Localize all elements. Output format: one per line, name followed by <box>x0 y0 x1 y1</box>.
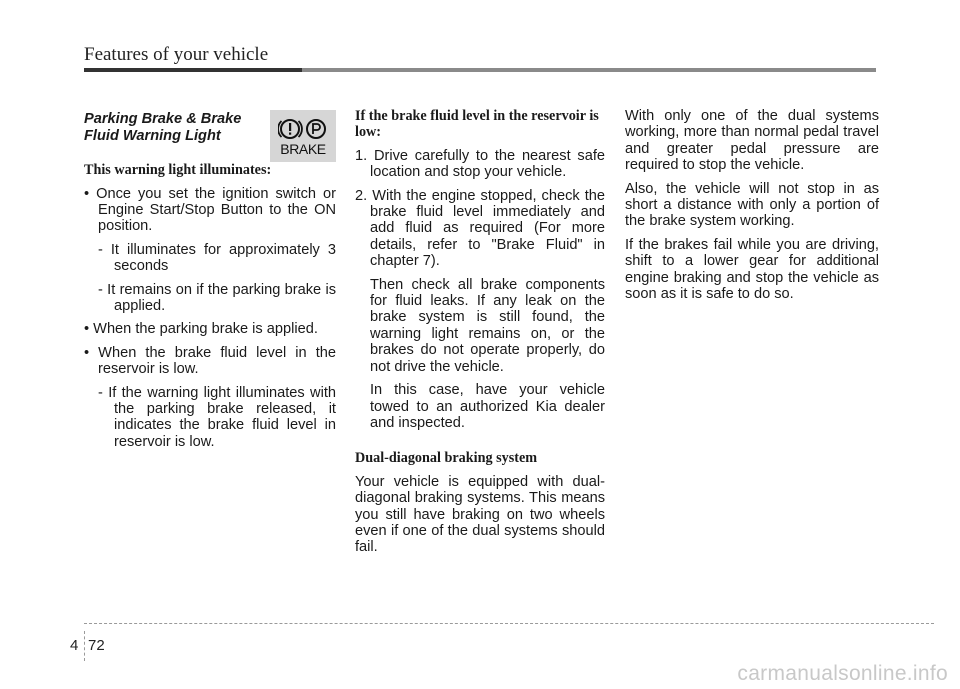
step-2: 2. With the engine stopped, check the brake fluid level immediately and add fluid as required (For more details, refer to "Brake Fluid" in chapter 7). <box>355 187 605 270</box>
header-rule <box>84 68 876 72</box>
section-title: Parking Brake & Brake Fluid Warning Light <box>84 111 242 144</box>
bullet-ignition: • Once you set the ignition switch or Engine Start/Stop Button to the ON position. <box>84 185 336 235</box>
footer-divider <box>84 631 85 661</box>
short-distance-paragraph: Also, the vehicle will not stop in as short a distance with only a portion of the brake system working. <box>625 180 879 230</box>
column-2 <box>355 108 605 563</box>
dual-diagonal-heading: Dual-diagonal braking system <box>355 450 538 467</box>
dash-parking-brake-applied: - It remains on if the parking brake is applied. <box>98 281 336 315</box>
column-3 <box>625 108 879 309</box>
fluid-low-heading: If the brake fluid level in the reservoir is low: <box>355 108 599 141</box>
one-system-paragraph: With only one of the dual systems working, more than normal pedal travel and greater pedal pressure are required to stop the vehicle. <box>625 108 879 174</box>
check-components-paragraph: Then check all brake components for fluid leaks. If any leak on the brake system is still found, the warning light remains on, or the brakes do not operate properly, do not drive the vehicle. <box>370 276 605 375</box>
dash-warning-released: - If the warning light illuminates with the parking brake released, it indicates the brake fluid level in reservoir is low. <box>98 384 336 450</box>
dual-diagonal-paragraph: Your vehicle is equipped with dual-diagonal braking systems. This means you still have braking on two wheels even if one of the dual systems should fail. <box>355 473 605 556</box>
watermark: carmanualsonline.info <box>737 662 948 685</box>
brake-warning-icon <box>270 110 336 162</box>
bullet-fluid-low: • When the brake fluid level in the reservoir is low. <box>84 344 336 378</box>
page-header-title: Features of your vehicle <box>84 44 269 65</box>
dash-approx-3-seconds: - It illuminates for approximately 3 seconds <box>98 241 336 275</box>
brakes-fail-paragraph: If the brakes fail while you are driving, shift to a lower gear for additional engine braking and stop the vehicle as soon as it is safe to do so. <box>625 236 879 303</box>
footer-rule <box>84 623 934 624</box>
towed-paragraph: In this case, have your vehicle towed to an authorized Kia dealer and inspected. <box>370 382 605 431</box>
brake-icon-label: BRAKE <box>280 140 326 157</box>
bullet-parking-brake: • When the parking brake is applied. <box>84 321 318 338</box>
spacer <box>355 438 605 450</box>
chapter-number: 4 <box>70 637 79 654</box>
page-number: 72 <box>88 637 105 654</box>
brake-symbols-icon <box>278 117 328 141</box>
step-1: 1. Drive carefully to the nearest safe location and stop your vehicle. <box>355 147 605 181</box>
illuminates-heading: This warning light illuminates: <box>84 162 272 179</box>
